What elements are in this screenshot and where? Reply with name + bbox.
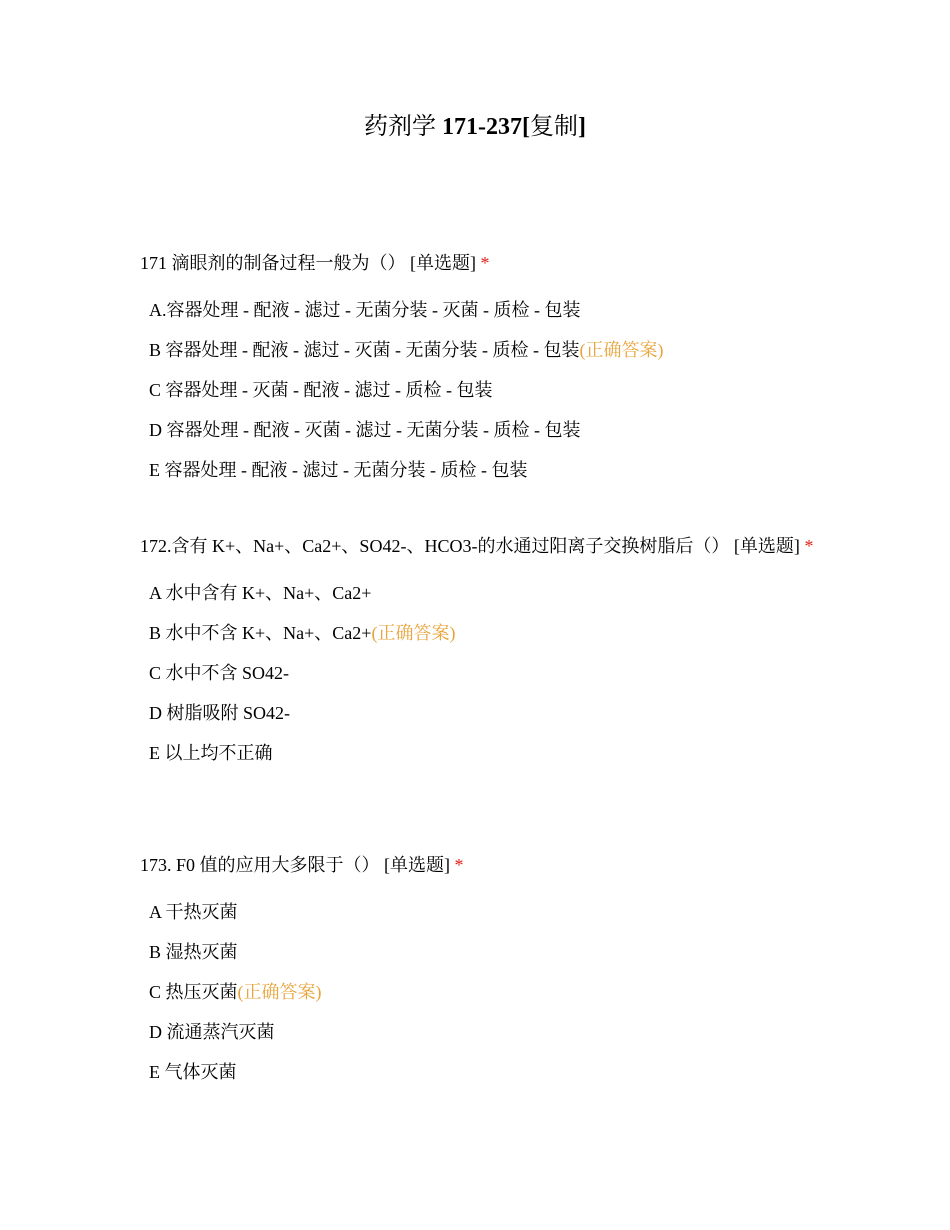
option-c: C 容器处理 - 灭菌 - 配液 - 滤过 - 质检 - 包装 [149, 380, 493, 400]
option-a: A 水中含有 K+、Na+、Ca2+ [149, 583, 372, 603]
question-title: 173. F0 值的应用大多限于（） [单选题] * [140, 855, 464, 875]
question-title: 171 滴眼剂的制备过程一般为（） [单选题] * [140, 253, 490, 273]
title-numbers: 171-237[ [442, 114, 530, 140]
option-d: D 树脂吸附 SO42- [149, 703, 291, 723]
option-b: B 湿热灭菌 [149, 942, 238, 962]
option-d: D 流通蒸汽灭菌 [149, 1022, 275, 1042]
page-title [0, 110, 950, 144]
correct-answer-label: (正确答案) [371, 623, 456, 643]
correct-answer-label: (正确答案) [579, 340, 664, 360]
required-marker: * [454, 855, 464, 875]
option-c: C 水中不含 SO42- [149, 663, 290, 683]
required-marker: * [804, 536, 814, 556]
option-e: E 气体灭菌 [149, 1062, 237, 1082]
title-suffix: ] [577, 114, 586, 140]
option-b: B 容器处理 - 配液 - 滤过 - 灭菌 - 无菌分装 - 质检 - 包装(正确答案) [149, 340, 664, 360]
option-e: E 以上均不正确 [149, 743, 273, 763]
title-copy: 复制 [529, 114, 578, 140]
option-c: C 热压灭菌(正确答案) [149, 982, 322, 1002]
correct-answer-label: (正确答案) [237, 982, 322, 1002]
required-marker: * [480, 253, 490, 273]
title-prefix: 药剂学 [364, 114, 442, 140]
question-171 [140, 244, 820, 490]
option-b: B 水中不含 K+、Na+、Ca2+(正确答案) [149, 623, 456, 643]
option-a: A.容器处理 - 配液 - 滤过 - 无菌分装 - 灭菌 - 质检 - 包装 [149, 300, 581, 320]
option-e: E 容器处理 - 配液 - 滤过 - 无菌分装 - 质检 - 包装 [149, 460, 528, 480]
option-d: D 容器处理 - 配液 - 灭菌 - 滤过 - 无菌分装 - 质检 - 包装 [149, 420, 581, 440]
question-173 [140, 846, 820, 1092]
option-a: A 干热灭菌 [149, 902, 238, 922]
question-172 [140, 527, 820, 773]
question-title: 172.含有 K+、Na+、Ca2+、SO42-、HCO3-的水通过阳离子交换树脂后（） [单选题] * [140, 536, 814, 556]
